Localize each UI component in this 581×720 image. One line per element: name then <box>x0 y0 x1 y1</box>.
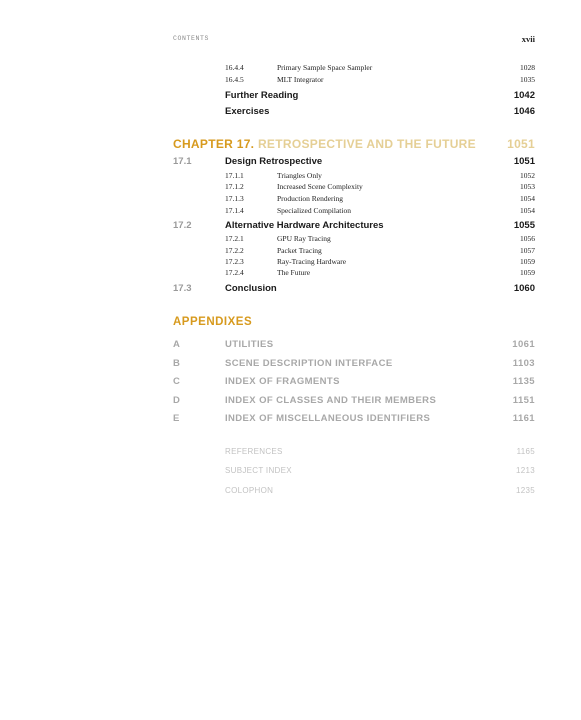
subsection-number: 17.2.4 <box>225 268 244 277</box>
appendix-title: INDEX OF MISCELLANEOUS IDENTIFIERS <box>225 413 431 424</box>
appendix-title: INDEX OF CLASSES AND THEIR MEMBERS <box>225 395 437 406</box>
page-number: xvii <box>521 34 535 44</box>
toc-subsection[interactable] <box>0 194 581 206</box>
toc-subsection[interactable] <box>0 234 581 246</box>
subsection-title: Ray-Tracing Hardware <box>277 257 347 266</box>
section-number: 17.1 <box>173 156 192 167</box>
chapter-heading[interactable] <box>173 137 535 151</box>
section-title: Conclusion <box>225 283 277 294</box>
subsection-page: 1056 <box>520 234 535 243</box>
section-page: 1051 <box>513 156 535 167</box>
appendix-letter: A <box>173 339 181 350</box>
toc-section-exercises[interactable] <box>0 106 581 120</box>
subsection-page: 1052 <box>520 171 535 180</box>
toc-appendix[interactable] <box>0 376 581 390</box>
toc-back-matter[interactable] <box>0 486 581 498</box>
subsection-number: 17.2.3 <box>225 257 244 266</box>
section-page: 1046 <box>513 106 535 117</box>
subsection-number: 16.4.5 <box>225 75 244 84</box>
toc-section[interactable] <box>0 220 581 234</box>
appendix-title: UTILITIES <box>225 339 274 350</box>
subsection-title: The Future <box>277 268 311 277</box>
appendix-page: 1151 <box>512 395 535 406</box>
toc-section-further-reading[interactable] <box>0 90 581 104</box>
section-number: 17.2 <box>173 220 192 231</box>
appendix-page: 1161 <box>512 413 535 424</box>
toc-subsection[interactable] <box>0 75 581 87</box>
appendixes-heading: APPENDIXES <box>173 316 253 328</box>
subsection-page: 1035 <box>520 75 535 84</box>
subsection-number: 17.2.1 <box>225 234 244 243</box>
subsection-number: 17.2.2 <box>225 246 244 255</box>
toc-appendix[interactable] <box>0 413 581 427</box>
subsection-number: 17.1.3 <box>225 194 244 203</box>
appendix-letter: C <box>173 376 181 387</box>
section-title: Exercises <box>225 106 270 117</box>
subsection-page: 1057 <box>520 246 535 255</box>
chapter-title: RETROSPECTIVE AND THE FUTURE <box>257 137 476 151</box>
back-matter-title: SUBJECT INDEX <box>225 466 292 475</box>
subsection-number: 17.1.1 <box>225 171 244 180</box>
subsection-page: 1053 <box>520 182 535 191</box>
appendix-letter: D <box>173 395 181 406</box>
subsection-number: 17.1.2 <box>225 182 244 191</box>
subsection-title: MLT Integrator <box>277 75 324 84</box>
subsection-title: GPU Ray Tracing <box>277 234 331 243</box>
toc-appendix[interactable] <box>0 339 581 353</box>
section-page: 1055 <box>513 220 535 231</box>
appendix-page: 1135 <box>512 376 535 387</box>
appendix-page: 1061 <box>512 339 535 350</box>
appendix-title: SCENE DESCRIPTION INTERFACE <box>225 358 393 369</box>
toc-section[interactable] <box>0 283 581 297</box>
toc-subsection[interactable] <box>0 182 581 194</box>
appendix-title: INDEX OF FRAGMENTS <box>225 376 340 387</box>
appendix-letter: B <box>173 358 181 369</box>
chapter-page: 1051 <box>507 137 535 151</box>
subsection-page: 1054 <box>520 206 535 215</box>
subsection-page: 1028 <box>520 63 535 72</box>
section-title: Further Reading <box>225 90 299 101</box>
back-matter-title: COLOPHON <box>225 486 274 495</box>
subsection-title: Triangles Only <box>277 171 322 180</box>
section-number: 17.3 <box>173 283 192 294</box>
toc-subsection[interactable] <box>0 268 581 280</box>
subsection-page: 1054 <box>520 194 535 203</box>
back-matter-page: 1165 <box>516 447 535 456</box>
subsection-title: Specialized Compilation <box>277 206 351 215</box>
appendix-page: 1103 <box>512 358 535 369</box>
back-matter-page: 1235 <box>516 486 535 495</box>
section-title: Alternative Hardware Architectures <box>225 220 384 231</box>
subsection-number: 17.1.4 <box>225 206 244 215</box>
toc-appendix[interactable] <box>0 395 581 409</box>
toc-subsection[interactable] <box>0 206 581 218</box>
subsection-title: Increased Scene Complexity <box>277 182 363 191</box>
section-page: 1042 <box>513 90 535 101</box>
toc-back-matter[interactable] <box>0 466 581 478</box>
subsection-title: Production Rendering <box>277 194 344 203</box>
section-page: 1060 <box>513 283 535 294</box>
subsection-title: Primary Sample Space Sampler <box>277 63 373 72</box>
running-head: CONTENTS <box>173 35 210 42</box>
subsection-page: 1059 <box>520 257 535 266</box>
subsection-title: Packet Tracing <box>277 246 322 255</box>
toc-section[interactable] <box>0 156 581 170</box>
toc-appendix[interactable] <box>0 358 581 372</box>
back-matter-title: REFERENCES <box>225 447 283 456</box>
back-matter-page: 1213 <box>516 466 535 475</box>
toc-back-matter[interactable] <box>0 447 581 459</box>
subsection-page: 1059 <box>520 268 535 277</box>
chapter-label: CHAPTER 17. <box>173 137 255 151</box>
toc-subsection[interactable] <box>0 63 581 75</box>
subsection-number: 16.4.4 <box>225 63 244 72</box>
appendix-letter: E <box>173 413 180 424</box>
section-title: Design Retrospective <box>225 156 323 167</box>
